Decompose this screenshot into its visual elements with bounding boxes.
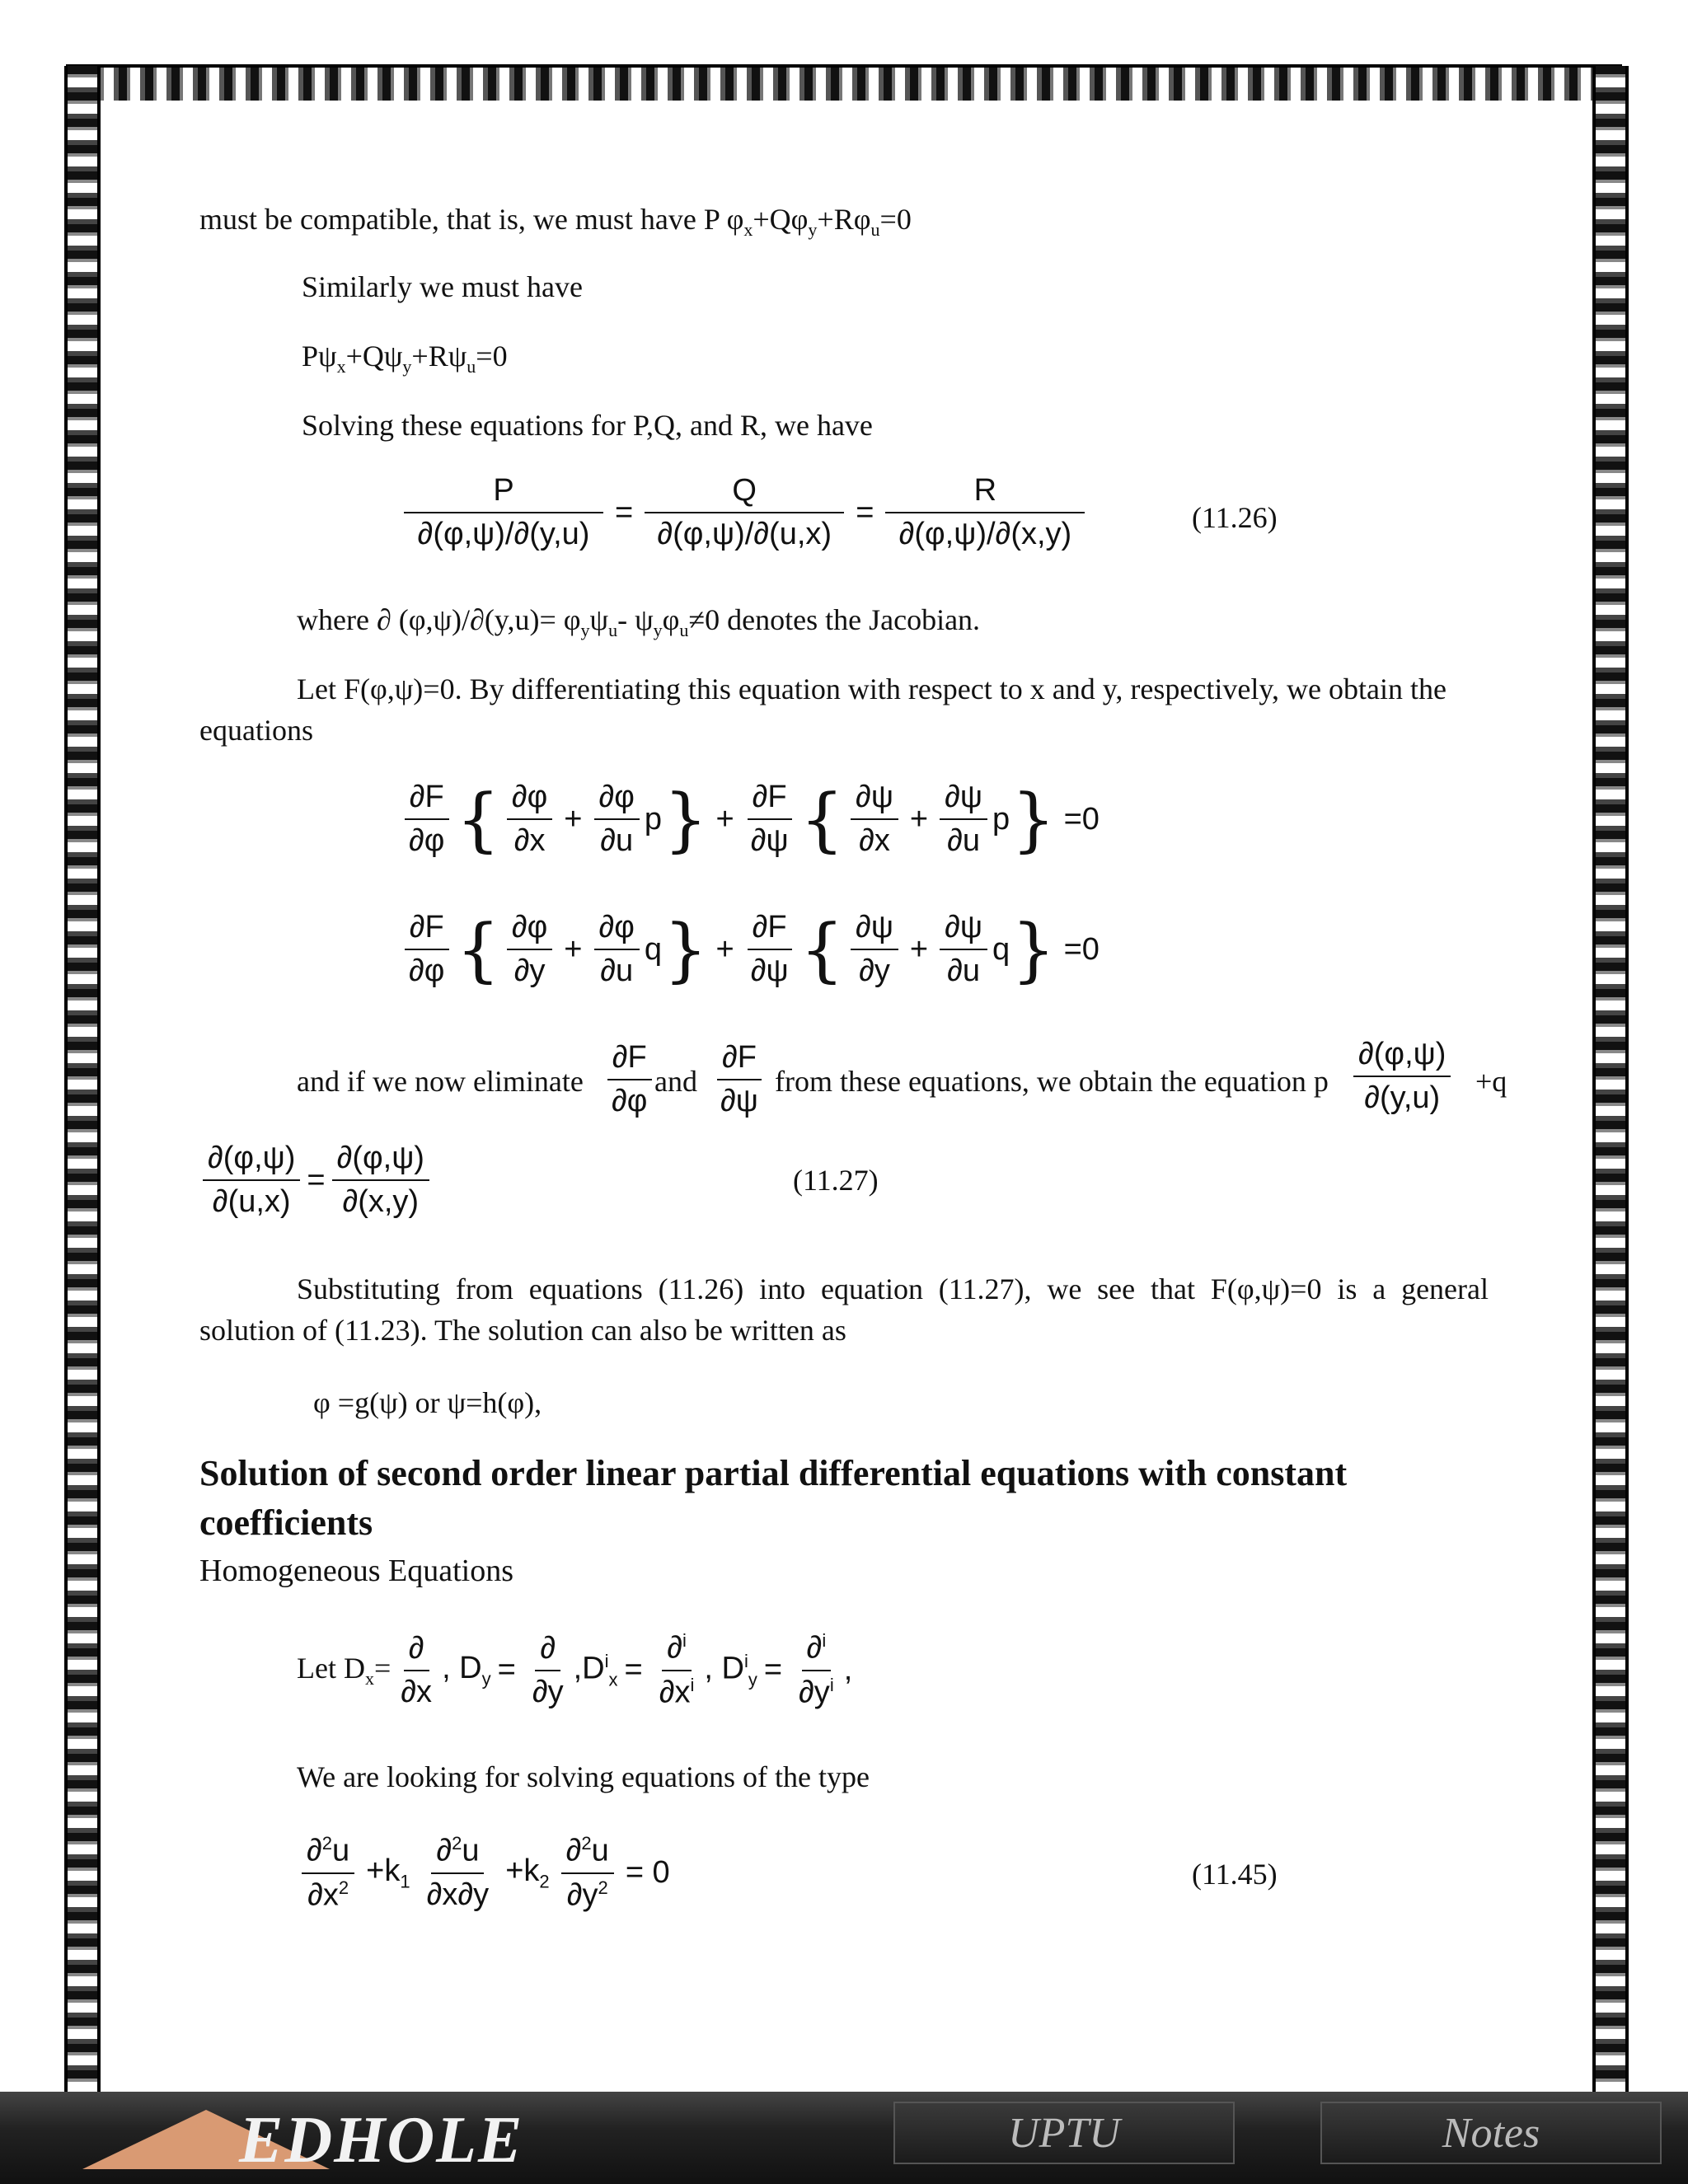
operator-definitions: Let $D_x=$ $\frac{\partial}{\partial x}$ , $D_y$ = $\frac{\partial}{\partial y}$ $,D^i_x$ = $\frac{\partial^i}{\partial x^i}$ , $D^i_y$ = $\frac{\partial^i}{\partial y^i}$ , [297, 1630, 853, 1710]
text-line-g-h: φ =g(ψ) or ψ=h(φ), [313, 1386, 542, 1419]
text-line-substituting: Substituting from equations (11.26) into equation (11.27), we see that F(φ,ψ)=0 is a general [297, 1272, 1489, 1305]
fraction-jacobian-yu: $\frac{\partial(\varphi,\psi)}{\partial(y,u)}$ [1348, 1037, 1456, 1116]
text-line-psi-equation: $P\psi_x+Q\psi_y+R\psi_u=0$ [302, 340, 508, 377]
equation-number-11-45: (11.45) [1192, 1858, 1278, 1891]
text-line-looking-for: We are looking for solving equations of the type [297, 1760, 870, 1793]
text-line-solving: Solving these equations for P,Q, and R, we have [302, 409, 873, 442]
text-line-eliminate: and if we now eliminate [297, 1065, 584, 1098]
equation-11-45: $\frac{\partial^2u}{\partial x^2}$ $+k_1$ $\frac{\partial^2u}{\partial x\partial y}$ $+k_2$ $\frac{\partial^2u}{\partial y^2}$ = 0 [297, 1833, 677, 1913]
text-line-jacobian: where ∂ $(\varphi,\psi)/\partial(y,u)= \varphi_y\psi_u-$ $\psi_y\varphi_u\ne 0$ denotes the Jacobian. [297, 603, 981, 641]
equation-number-11-27: (11.27) [793, 1164, 879, 1197]
text-line-obtain: from these equations, we obtain the equation p [775, 1065, 1329, 1098]
text-and: and [654, 1065, 697, 1098]
equation-11-26: $\frac{P}{\partial(\varphi,\psi)/\partial(y,u)}$ = $\frac{Q}{\partial(\varphi,\psi)/\partial(u,x)}$ = $\frac{R}{\partial(\varphi,\psi)/\partial(x,y)}$ [399, 473, 1090, 552]
text-line-similarly: Similarly we must have [302, 270, 583, 303]
text-line-solution-of: solution of (11.23). The solution can also be written as [199, 1314, 846, 1347]
text-line-equations: equations [199, 714, 313, 747]
equation-11-27: $\frac{\partial(\varphi,\psi)}{\partial(u,x)}$ = $\frac{\partial(\varphi,\psi)}{\partial(x,y)}$ [198, 1141, 434, 1220]
section-heading: Solution of second order linear partial differential equations with constant coefficients [199, 1453, 1348, 1543]
text-line-let-f: Let F(φ,ψ)=0. By differentiating this equation with respect to x and y, respectively, we obtain the [297, 673, 1447, 705]
edhole-logo[interactable]: EDHOLE [239, 2104, 524, 2177]
fraction-df-dphi: $\frac{\partial F}{\partial\varphi}$ [602, 1040, 657, 1119]
notes-button[interactable]: Notes [1320, 2102, 1662, 2164]
text-plus-q: +q [1475, 1065, 1507, 1098]
fraction-df-dpsi: $\frac{\partial F}{\partial\psi}$ [710, 1040, 768, 1119]
uptu-button[interactable]: UPTU [893, 2102, 1235, 2164]
equation-number-11-26: (11.26) [1192, 501, 1278, 534]
text-line-compatible: must be compatible, that is, we must have P $\varphi_x+Q\varphi_y+R\varphi_u=0$ [199, 203, 912, 241]
equation-df-dx: $\frac{\partial F}{\partial\varphi}$ { $\frac{\partial\varphi}{\partial x}$ + $\frac{\partial\varphi}{\partial u}$ p } + $\frac{\partial F}{\partial\psi}$ { $\frac{\partial\psi}{\partial x}$ + $\frac{\partial\psi}{\partial u}$ p } =0 [399, 780, 1106, 859]
equation-df-dy: $\frac{\partial F}{\partial\varphi}$ { $\frac{\partial\varphi}{\partial y}$ + $\frac{\partial\varphi}{\partial u}$ q } + $\frac{\partial F}{\partial\psi}$ { $\frac{\partial\psi}{\partial y}$ + $\frac{\partial\psi}{\partial u}$ q } =0 [399, 910, 1106, 989]
subsection-heading: Homogeneous Equations [199, 1554, 514, 1588]
